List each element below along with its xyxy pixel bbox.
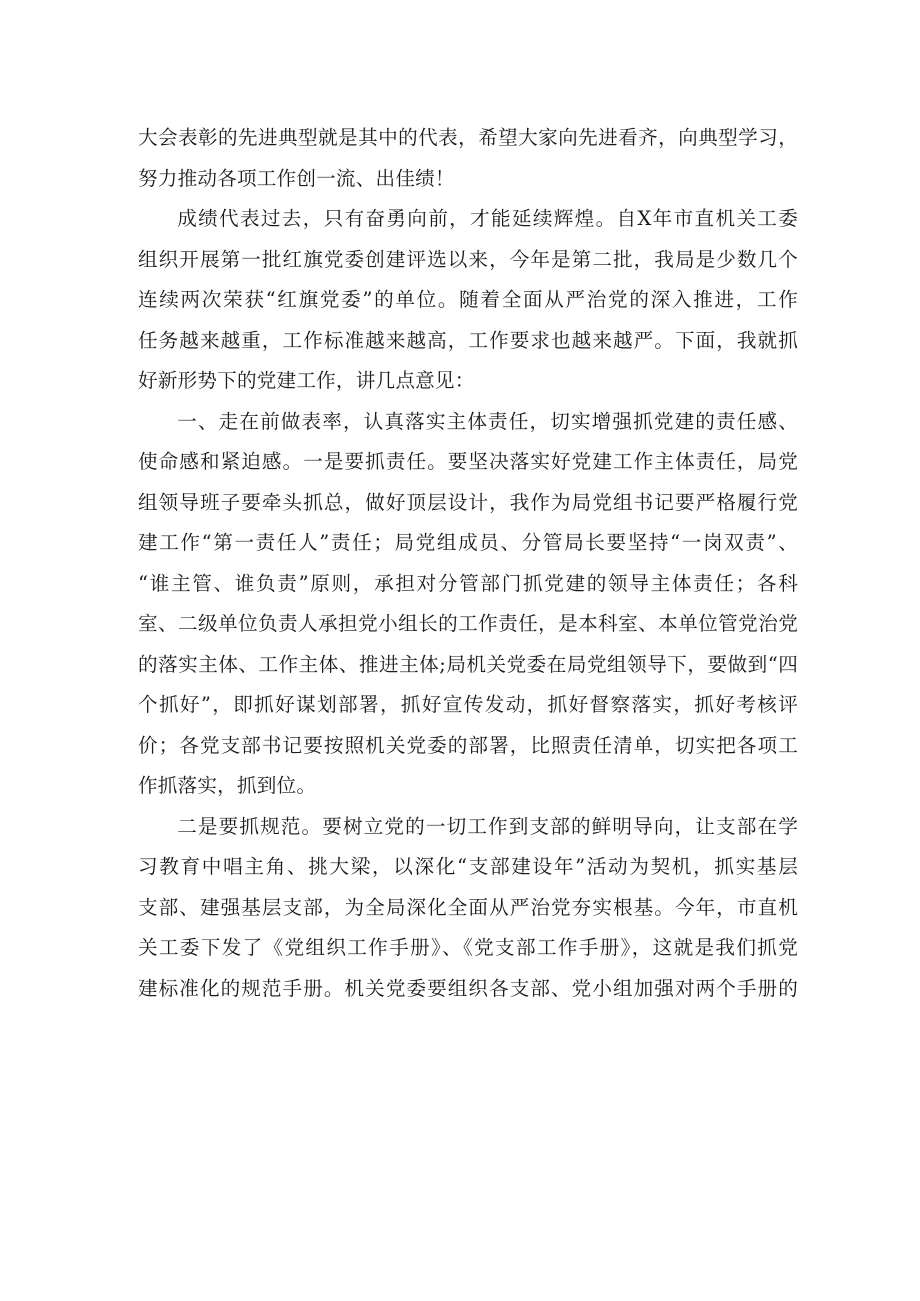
text-line: 大会表彰的先进典型就是其中的代表，希望大家向先进看齐，向典型学习， <box>138 126 798 149</box>
text-line: 二是要抓规范。要树立党的一切工作到支部的鲜明导向，让支部在学 <box>177 814 798 838</box>
text-line: 价；各党支部书记要按照机关党委的部署，比照责任清单，切实把各项工 <box>138 733 798 757</box>
text-line: 努力推动各项工作创一流、出佳绩！ <box>138 166 455 190</box>
text-line: 习教育中唱主角、挑大梁，以深化“支部建设年”活动为契机，抓实基层 <box>138 855 798 878</box>
text-line: 室、二级单位负责人承担党小组长的工作责任，是本科室、本单位管党治党 <box>138 612 798 635</box>
text-line: 建工作“第一责任人”责任；局党组成员、分管局长要坚持“一岗双责”、 <box>138 531 798 554</box>
text-line: 一、走在前做表率，认真落实主体责任，切实增强抓党建的责任感、 <box>177 409 798 433</box>
text-line: 使命感和紧迫感。一是要抓责任。要坚决落实好党建工作主体责任，局党 <box>138 450 798 473</box>
text-line: 好新形势下的党建工作，讲几点意见： <box>138 369 475 392</box>
text-line: 建标准化的规范手册。机关党委要组织各支部、党小组加强对两个手册的 <box>138 976 798 1000</box>
paragraph-1 <box>138 118 798 199</box>
text-line: 组织开展第一批红旗党委创建评选以来，今年是第二批，我局是少数几个 <box>138 247 798 271</box>
text-line: 的落实主体、工作主体、推进主体;局机关党委在局党组领导下，要做到“四 <box>138 652 798 676</box>
paragraph-3 <box>138 402 798 807</box>
text-line: 连续两次荣获“红旗党委”的单位。随着全面从严治党的深入推进，工作 <box>138 288 798 311</box>
paragraph-2 <box>138 199 798 402</box>
text-line: 关工委下发了《党组织工作手册》、《党支部工作手册》，这就是我们抓党 <box>138 936 798 959</box>
document-body <box>138 118 798 1009</box>
text-line: 个抓好”，即抓好谋划部署，抓好宣传发动，抓好督察落实，抓好考核评 <box>138 693 798 716</box>
text-line: 支部、建强基层支部，为全局深化全面从严治党夯实根基。今年，市直机 <box>138 895 798 919</box>
text-line: 任务越来越重，工作标准越来越高，工作要求也越来越严。下面，我就抓 <box>138 328 798 352</box>
paragraph-4 <box>138 807 798 1010</box>
text-line: 成绩代表过去，只有奋勇向前，才能延续辉煌。自X年市直机关工委 <box>177 207 798 230</box>
text-line: 组领导班子要牵头抓总，做好顶层设计，我作为局党组书记要严格履行党 <box>138 490 798 514</box>
text-line: “谁主管、谁负责”原则，承担对分管部门抓党建的领导主体责任；各科 <box>138 571 798 595</box>
text-line: 作抓落实，抓到位。 <box>138 774 317 797</box>
